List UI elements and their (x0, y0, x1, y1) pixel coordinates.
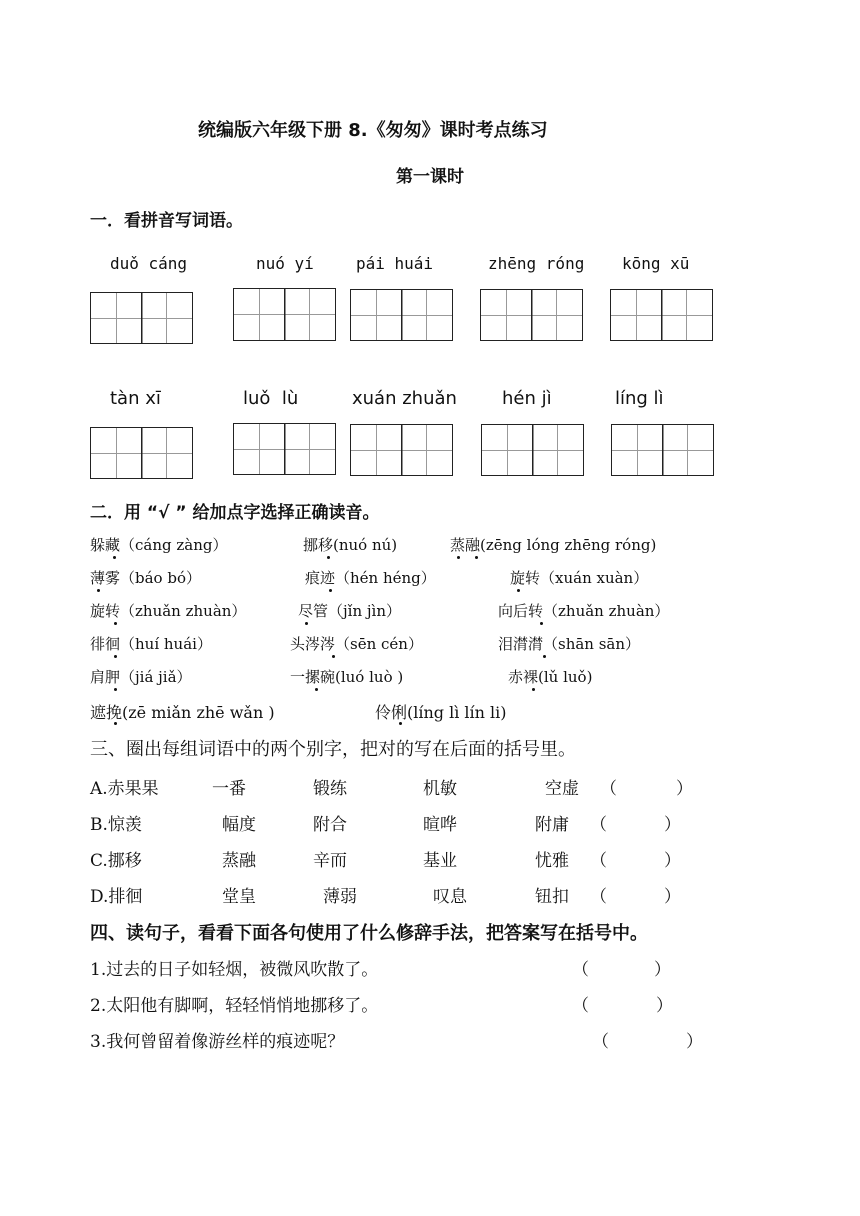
pinyin-label: tàn xī (110, 388, 161, 409)
word-cell: D.排徊 (90, 887, 143, 907)
pinyin-label: líng lì (615, 388, 664, 409)
pronunciation-item[interactable]: 赤裸(lǔ luǒ) (508, 668, 593, 686)
emphasis-dot (517, 589, 520, 592)
pronunciation-item[interactable]: 薄雾（báo bó） (90, 569, 201, 587)
emphasis-dot (113, 556, 116, 559)
word-cell: 空虚 (545, 779, 579, 799)
answer-paren-open[interactable]: （ (590, 851, 607, 871)
answer-paren-close[interactable]: ） (686, 1032, 703, 1052)
writing-grid[interactable] (480, 289, 583, 341)
writing-grid[interactable] (350, 289, 453, 341)
answer-paren-close[interactable]: ） (676, 779, 693, 799)
word-cell: 基业 (423, 851, 457, 871)
word-cell: 薄弱 (323, 887, 357, 907)
answer-paren-close[interactable]: ） (654, 960, 671, 980)
emphasis-dot (315, 688, 318, 691)
pronunciation-item[interactable]: 旋转（xuán xuàn） (510, 569, 649, 587)
emphasis-dot (327, 556, 330, 559)
pinyin-label: hén jì (502, 388, 552, 409)
pinyin-label: xuán zhuǎn (352, 388, 457, 409)
writing-grid[interactable] (610, 289, 713, 341)
word-cell: 忧雅 (535, 851, 569, 871)
answer-paren-close[interactable]: ） (664, 851, 681, 871)
answer-paren-open[interactable]: （ (590, 815, 607, 835)
word-cell: 叹息 (433, 887, 467, 907)
pinyin-label: duǒ cáng (110, 254, 188, 273)
word-cell: 锻练 (313, 779, 347, 799)
word-cell: 附合 (313, 815, 347, 835)
writing-grid[interactable] (611, 424, 714, 476)
page-title: 统编版六年级下册 8.《匆匆》课时考点练习 (198, 120, 548, 141)
word-cell: 一番 (212, 779, 246, 799)
pronunciation-item[interactable]: 向后转（zhuǎn zhuàn） (498, 602, 670, 620)
writing-grid[interactable] (233, 423, 336, 475)
section4-heading: 四、读句子，看看下面各句使用了什么修辞手法，把答案写在括号中。 (90, 923, 648, 944)
emphasis-dot (540, 622, 543, 625)
emphasis-dot (329, 589, 332, 592)
emphasis-dot (332, 655, 335, 658)
emphasis-dot (114, 622, 117, 625)
word-cell: B.惊羡 (90, 815, 142, 835)
word-cell: A.赤果果 (90, 779, 159, 799)
sentence-item: 2.太阳他有脚啊，轻轻悄悄地挪移了。 (90, 996, 379, 1016)
answer-paren-open[interactable]: （ (592, 1032, 609, 1052)
emphasis-dot (532, 688, 535, 691)
pronunciation-item[interactable]: 徘徊（huí huái） (90, 635, 212, 653)
pronunciation-item[interactable]: 伶俐(líng lì lín li) (375, 703, 507, 722)
pinyin-label: kōng xū (622, 254, 690, 273)
emphasis-dot (114, 655, 117, 658)
writing-grid[interactable] (481, 424, 584, 476)
writing-grid[interactable] (350, 424, 453, 476)
word-cell: 辛而 (313, 851, 347, 871)
pronunciation-item[interactable]: 旋转（zhuǎn zhuàn） (90, 602, 247, 620)
emphasis-dot (457, 556, 460, 559)
emphasis-dot (114, 688, 117, 691)
word-cell: 堂皇 (222, 887, 256, 907)
pinyin-label: luǒ lù (243, 388, 299, 409)
writing-grid[interactable] (90, 427, 193, 479)
section3-heading: 三、圈出每组词语中的两个别字，把对的写在后面的括号里。 (90, 739, 576, 760)
word-cell: 蒸融 (222, 851, 256, 871)
pronunciation-item[interactable]: 一摞碗(luó luò ) (290, 668, 404, 686)
word-cell: 附庸 (535, 815, 569, 835)
answer-paren-open[interactable]: （ (590, 887, 607, 907)
pronunciation-item[interactable]: 蒸融(zēng lóng zhēng róng) (450, 536, 657, 554)
emphasis-dot (475, 556, 478, 559)
answer-paren-close[interactable]: ） (664, 815, 681, 835)
pronunciation-item[interactable]: 泪潸潸（shān sān） (498, 635, 641, 653)
answer-paren-open[interactable]: （ (572, 960, 589, 980)
emphasis-dot (305, 622, 308, 625)
page-subtitle: 第一课时 (396, 167, 464, 187)
pinyin-label: pái huái (356, 254, 434, 273)
sentence-item: 1.过去的日子如轻烟，被微风吹散了。 (90, 960, 379, 980)
emphasis-dot (543, 655, 546, 658)
word-cell: 机敏 (423, 779, 457, 799)
pinyin-label: nuó yí (256, 254, 314, 273)
pronunciation-item[interactable]: 挪移(nuó nú) (303, 536, 398, 554)
pronunciation-item[interactable]: 遮挽(zē miǎn zhē wǎn ) (90, 703, 275, 722)
pronunciation-item[interactable]: 肩胛（jiá jiǎ） (90, 668, 192, 686)
emphasis-dot (114, 722, 117, 725)
pronunciation-item[interactable]: 尽管（jǐn jìn） (298, 602, 401, 620)
word-cell: 暄哗 (423, 815, 457, 835)
sentence-item: 3.我何曾留着像游丝样的痕迹呢？ (90, 1032, 345, 1052)
word-cell: 幅度 (222, 815, 256, 835)
pinyin-label: zhēng róng (488, 254, 585, 273)
section2-heading: 二．用 “√ ” 给加点字选择正确读音。 (90, 503, 380, 523)
writing-grid[interactable] (90, 292, 193, 344)
word-cell: 钮扣 (535, 887, 569, 907)
writing-grid[interactable] (233, 288, 336, 341)
answer-paren-open[interactable]: （ (572, 996, 589, 1016)
emphasis-dot (399, 722, 402, 725)
answer-paren-close[interactable]: ） (664, 887, 681, 907)
section1-heading: 一．看拼音写词语。 (90, 211, 243, 231)
answer-paren-close[interactable]: ） (656, 996, 673, 1016)
word-cell: C.挪移 (90, 851, 142, 871)
answer-paren-open[interactable]: （ (600, 779, 617, 799)
pronunciation-item[interactable]: 痕迹（hén héng） (305, 569, 436, 587)
emphasis-dot (97, 589, 100, 592)
pronunciation-item[interactable]: 头涔涔（sēn cén） (290, 635, 423, 653)
pronunciation-item[interactable]: 躲藏（cáng zàng） (90, 536, 228, 554)
